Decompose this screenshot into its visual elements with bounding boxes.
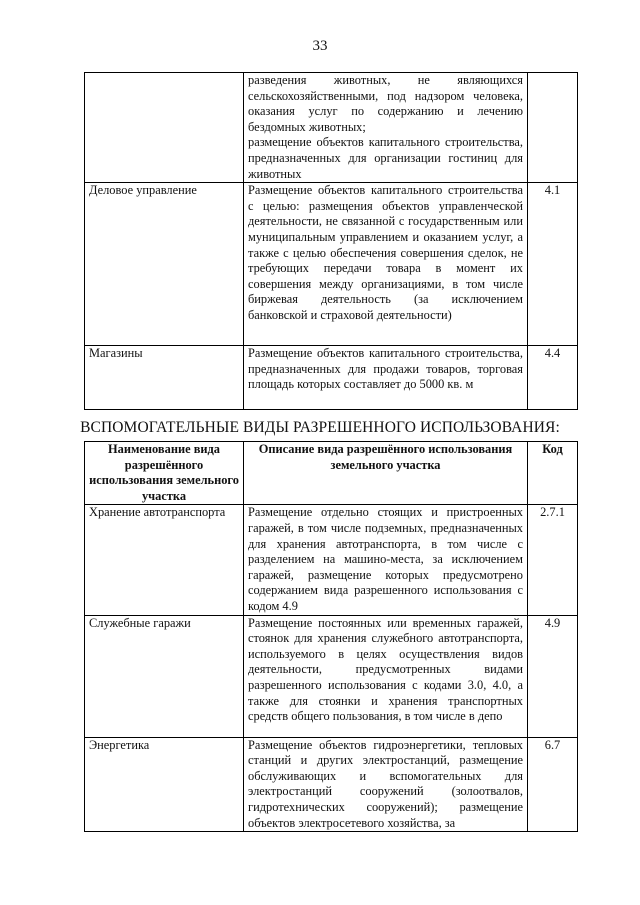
table-row — [85, 505, 578, 615]
table-row — [85, 346, 578, 410]
use-description-cell: Размещение объектов капитального строительства с целью: размещения объектов управленческой деятельности, не связанной с государственным или муниципальным управлением и оказанием услуг, а также с целью обеспечения совершения сделок, не требующих передачи товара в момент их совершения между организациями, в том числе биржевая деятельность (за исключением банковской и страховой деятельности) — [244, 183, 528, 346]
use-description-cell: Размещение отдельно стоящих и пристроенных гаражей, в том числе подземных, предназначенных для хранения автотранспорта, в том числе с разделением на машино-места, за исключением гаражей, размещение которых предусмотрено содержанием вида разрешенного использования с кодом 4.9 — [244, 505, 528, 615]
table-row — [85, 737, 578, 832]
land-use-table-continued — [84, 72, 578, 410]
use-code-cell: 2.7.1 — [528, 505, 578, 615]
column-header-description: Описание вида разрешённого использования земельного участка — [244, 442, 528, 505]
description-paragraph: разведения животных, не являющихся сельскохозяйственными, под надзором человека, оказания услуг по содержанию и лечению бездомных животных; — [248, 73, 523, 134]
use-code-cell — [528, 73, 578, 183]
table-row — [85, 615, 578, 737]
use-name-cell — [85, 73, 244, 183]
description-paragraph: размещение объектов капитального строительства, предназначенных для организации гостиниц для животных — [248, 135, 523, 181]
table-header-row — [85, 442, 578, 505]
use-name-cell: Служебные гаражи — [85, 615, 244, 737]
use-code-cell: 6.7 — [528, 737, 578, 832]
use-description-cell: Размещение объектов гидроэнергетики, тепловых станций и других электростанций, размещение обслуживающих и вспомогательных для электростанций сооружений (золоотвалов, гидротехнических сооружений); размещение объектов электросетевого хозяйства, за — [244, 737, 528, 832]
auxiliary-land-use-table — [84, 441, 578, 832]
use-name-cell: Магазины — [85, 346, 244, 410]
use-name-cell: Деловое управление — [85, 183, 244, 346]
use-description-cell — [244, 73, 528, 183]
use-description-cell: Размещение постоянных или временных гаражей, стоянок для хранения служебного автотранспорта, используемого в целях осуществления видов деятельности, предусмотренных видами разрешенного использования с кодами 3.0, 4.0, а также для стоянки и хранения транспортных средств общего пользования, в том числе в депо — [244, 615, 528, 737]
page-number: 33 — [312, 38, 328, 54]
table-row — [85, 73, 578, 183]
section-heading: ВСПОМОГАТЕЛЬНЫЕ ВИДЫ РАЗРЕШЕННОГО ИСПОЛЬЗОВАНИЯ: — [80, 419, 560, 436]
column-header-name: Наименование вида разрешённого использования земельного участка — [85, 442, 244, 505]
column-header-code: Код — [528, 442, 578, 505]
use-name-cell: Энергетика — [85, 737, 244, 832]
use-description-cell: Размещение объектов капитального строительства, предназначенных для продажи товаров, торговая площадь которых составляет до 5000 кв. м — [244, 346, 528, 410]
use-code-cell: 4.9 — [528, 615, 578, 737]
use-code-cell: 4.4 — [528, 346, 578, 410]
use-code-cell: 4.1 — [528, 183, 578, 346]
table-row — [85, 183, 578, 346]
use-name-cell: Хранение автотранспорта — [85, 505, 244, 615]
